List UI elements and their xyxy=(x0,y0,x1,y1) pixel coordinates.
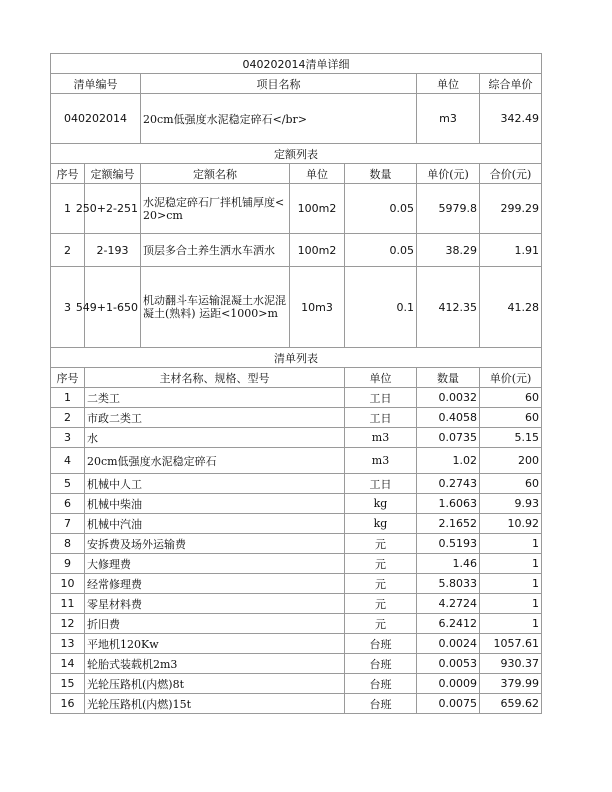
material-unit: 台班 xyxy=(345,634,417,654)
material-qty: 1.02 xyxy=(417,448,480,474)
unit-header: 单位 xyxy=(417,74,480,94)
material-price: 930.37 xyxy=(480,654,542,674)
material-price: 60 xyxy=(480,388,542,408)
material-row xyxy=(51,514,542,534)
quota-unit: 100m2 xyxy=(290,184,345,234)
quota-header-code: 定额编号 xyxy=(85,164,141,184)
material-price: 5.15 xyxy=(480,428,542,448)
code-header: 清单编号 xyxy=(51,74,141,94)
material-no: 6 xyxy=(51,494,85,514)
quota-total: 299.29 xyxy=(480,184,542,234)
quota-qty: 0.05 xyxy=(345,234,417,267)
material-unit: kg xyxy=(345,514,417,534)
quota-row xyxy=(51,234,542,267)
material-price: 1 xyxy=(480,554,542,574)
material-qty: 0.0009 xyxy=(417,674,480,694)
material-price: 60 xyxy=(480,474,542,494)
material-unit: 元 xyxy=(345,554,417,574)
quota-section-title: 定额列表 xyxy=(51,144,542,164)
material-row xyxy=(51,554,542,574)
material-header-name: 主材名称、规格、型号 xyxy=(85,368,345,388)
quota-name: 顶层多合土养生洒水车洒水 xyxy=(141,234,290,267)
material-unit: 工日 xyxy=(345,408,417,428)
material-row xyxy=(51,388,542,408)
material-price: 659.62 xyxy=(480,694,542,714)
material-unit: 工日 xyxy=(345,388,417,408)
quota-unit: 100m2 xyxy=(290,234,345,267)
material-row xyxy=(51,494,542,514)
material-row xyxy=(51,428,542,448)
material-qty: 1.46 xyxy=(417,554,480,574)
material-unit: 工日 xyxy=(345,474,417,494)
quota-code: 549+1-650 xyxy=(85,267,141,348)
material-name: 机械中柴油 xyxy=(85,494,345,514)
item-name: 20cm低强度水泥稳定碎石</br> xyxy=(141,94,417,144)
quota-unit: 10m3 xyxy=(290,267,345,348)
material-price: 379.99 xyxy=(480,674,542,694)
material-qty: 6.2412 xyxy=(417,614,480,634)
material-name: 零星材料费 xyxy=(85,594,345,614)
material-header-qty: 数量 xyxy=(417,368,480,388)
material-row xyxy=(51,408,542,428)
material-name: 安拆费及场外运输费 xyxy=(85,534,345,554)
material-qty: 0.5193 xyxy=(417,534,480,554)
material-price: 10.92 xyxy=(480,514,542,534)
material-unit: 元 xyxy=(345,534,417,554)
material-unit: 台班 xyxy=(345,694,417,714)
material-no: 5 xyxy=(51,474,85,494)
material-header-price: 单价(元) xyxy=(480,368,542,388)
quota-header-qty: 数量 xyxy=(345,164,417,184)
quota-row xyxy=(51,267,542,348)
material-unit: 元 xyxy=(345,614,417,634)
material-row xyxy=(51,574,542,594)
material-row xyxy=(51,594,542,614)
material-qty: 0.0075 xyxy=(417,694,480,714)
material-no: 12 xyxy=(51,614,85,634)
material-qty: 0.0735 xyxy=(417,428,480,448)
material-qty: 0.0053 xyxy=(417,654,480,674)
material-unit: 台班 xyxy=(345,654,417,674)
material-price: 9.93 xyxy=(480,494,542,514)
quota-price: 38.29 xyxy=(417,234,480,267)
quota-no: 3 xyxy=(51,267,85,348)
price-header: 综合单价 xyxy=(480,74,542,94)
quota-header-no: 序号 xyxy=(51,164,85,184)
detail-sheet xyxy=(50,53,542,714)
quota-price: 5979.8 xyxy=(417,184,480,234)
material-price: 1057.61 xyxy=(480,634,542,654)
material-name: 20cm低强度水泥稳定碎石 xyxy=(85,448,345,474)
material-no: 2 xyxy=(51,408,85,428)
material-no: 10 xyxy=(51,574,85,594)
material-name: 大修理费 xyxy=(85,554,345,574)
quota-qty: 0.05 xyxy=(345,184,417,234)
material-price: 200 xyxy=(480,448,542,474)
material-no: 15 xyxy=(51,674,85,694)
material-unit: m3 xyxy=(345,448,417,474)
quota-total: 41.28 xyxy=(480,267,542,348)
quota-qty: 0.1 xyxy=(345,267,417,348)
item-price: 342.49 xyxy=(480,94,542,144)
material-no: 14 xyxy=(51,654,85,674)
material-row xyxy=(51,674,542,694)
material-name: 机械中人工 xyxy=(85,474,345,494)
item-unit: m3 xyxy=(417,94,480,144)
quota-total: 1.91 xyxy=(480,234,542,267)
name-header: 项目名称 xyxy=(141,74,417,94)
material-unit: kg xyxy=(345,494,417,514)
quota-code: 250+2-251 xyxy=(85,184,141,234)
material-name: 经常修理费 xyxy=(85,574,345,594)
material-row xyxy=(51,474,542,494)
material-name: 市政二类工 xyxy=(85,408,345,428)
quota-header-name: 定额名称 xyxy=(141,164,290,184)
material-qty: 0.2743 xyxy=(417,474,480,494)
material-qty: 4.2724 xyxy=(417,594,480,614)
quota-header-unit: 单位 xyxy=(290,164,345,184)
material-name: 光轮压路机(内燃)8t xyxy=(85,674,345,694)
material-row xyxy=(51,634,542,654)
material-row xyxy=(51,448,542,474)
material-qty: 5.8033 xyxy=(417,574,480,594)
material-unit: m3 xyxy=(345,428,417,448)
material-qty: 2.1652 xyxy=(417,514,480,534)
material-no: 3 xyxy=(51,428,85,448)
material-name: 平地机120Kw xyxy=(85,634,345,654)
material-qty: 0.4058 xyxy=(417,408,480,428)
material-no: 16 xyxy=(51,694,85,714)
quota-name: 机动翻斗车运输混凝土水泥混凝土(熟料) 运距<1000>m xyxy=(141,267,290,348)
material-price: 1 xyxy=(480,574,542,594)
material-qty: 0.0032 xyxy=(417,388,480,408)
material-section-title: 清单列表 xyxy=(51,348,542,368)
material-no: 1 xyxy=(51,388,85,408)
material-row xyxy=(51,614,542,634)
material-unit: 元 xyxy=(345,574,417,594)
material-price: 1 xyxy=(480,614,542,634)
material-no: 4 xyxy=(51,448,85,474)
quota-price: 412.35 xyxy=(417,267,480,348)
material-qty: 0.0024 xyxy=(417,634,480,654)
item-code: 040202014 xyxy=(51,94,141,144)
material-name: 水 xyxy=(85,428,345,448)
quota-name: 水泥稳定碎石厂拌机铺厚度<20>cm xyxy=(141,184,290,234)
material-price: 1 xyxy=(480,534,542,554)
quota-code: 2-193 xyxy=(85,234,141,267)
material-header-unit: 单位 xyxy=(345,368,417,388)
material-no: 8 xyxy=(51,534,85,554)
material-price: 1 xyxy=(480,594,542,614)
material-no: 9 xyxy=(51,554,85,574)
material-name: 折旧费 xyxy=(85,614,345,634)
sheet-title: 040202014清单详细 xyxy=(51,54,542,74)
material-no: 13 xyxy=(51,634,85,654)
quota-header-price: 单价(元) xyxy=(417,164,480,184)
material-unit: 台班 xyxy=(345,674,417,694)
quota-no: 2 xyxy=(51,234,85,267)
material-row xyxy=(51,694,542,714)
material-no: 7 xyxy=(51,514,85,534)
quota-row xyxy=(51,184,542,234)
material-header-no: 序号 xyxy=(51,368,85,388)
material-row xyxy=(51,534,542,554)
material-qty: 1.6063 xyxy=(417,494,480,514)
material-row xyxy=(51,654,542,674)
material-name: 光轮压路机(内燃)15t xyxy=(85,694,345,714)
material-price: 60 xyxy=(480,408,542,428)
quota-no: 1 xyxy=(51,184,85,234)
material-no: 11 xyxy=(51,594,85,614)
quota-header-total: 合价(元) xyxy=(480,164,542,184)
material-name: 二类工 xyxy=(85,388,345,408)
material-name: 轮胎式装载机2m3 xyxy=(85,654,345,674)
material-unit: 元 xyxy=(345,594,417,614)
material-name: 机械中汽油 xyxy=(85,514,345,534)
